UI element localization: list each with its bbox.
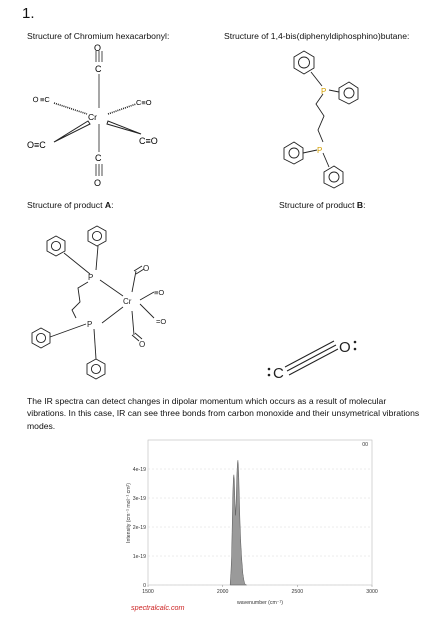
atom-p-lower: P — [317, 146, 323, 155]
bond-lower-right: C≡O — [139, 136, 158, 146]
product-a-o-top: O — [143, 264, 150, 273]
y-tick-label: 2e-19 — [132, 525, 146, 531]
spectralcalc-brand: spectralcalc.com — [131, 603, 185, 612]
x-tick-label: 1500 — [142, 589, 154, 595]
product-b-structure — [262, 330, 362, 382]
label-product-a-colon: : — [111, 200, 114, 210]
label-product-b-text: Structure of product — [279, 200, 357, 210]
label-product-b-letter: B — [356, 200, 364, 210]
spectrum-area — [230, 460, 246, 585]
ir-spectrum-chart — [118, 438, 386, 614]
label-product-a — [27, 200, 113, 210]
bond-upper-left: ≡C — [40, 95, 50, 104]
x-tick-label: 2500 — [291, 589, 304, 595]
plot-frame — [148, 440, 372, 585]
y-axis-label: Intensity (cm⁻¹ mol⁻¹ cm²) — [126, 483, 132, 543]
atom-o-bottom: O — [94, 178, 102, 188]
product-a-p-lower: P — [87, 320, 93, 329]
label-product-a-text: Structure of product — [27, 200, 105, 210]
ir-explanation-paragraph: The IR spectra can detect changes in dipolar momentum which occurs as a result of molecular vibrations. In this case, IR can see three bonds from carbon monoxide and their unsymetrical vibrations modes. — [27, 396, 420, 431]
chart-corner-label: 00 — [362, 442, 368, 448]
atom-o-upper-left: O — [31, 94, 40, 105]
product-b-o: O — [339, 339, 351, 356]
atom-c-bottom: C — [95, 153, 102, 163]
product-a-cr: Cr — [123, 297, 132, 306]
atom-c-top: C — [95, 64, 102, 74]
product-a-o-bottom: O — [139, 340, 146, 349]
product-a-structure — [22, 220, 202, 382]
chromium-hexacarbonyl-structure — [24, 42, 174, 192]
label-ligand: Structure of 1,4-bis(diphenyldiphosphino)butane: — [224, 31, 410, 41]
y-tick-label: 3e-19 — [132, 496, 146, 502]
x-tick-label: 2000 — [216, 589, 229, 595]
y-tick-label: 0 — [143, 583, 146, 589]
atom-o-top: O — [94, 43, 102, 53]
product-a-co-right: ≡O — [154, 288, 165, 297]
question-number: 1. — [22, 5, 35, 22]
x-axis-label: wavenumber (cm⁻¹) — [237, 600, 283, 606]
product-b-c: C — [273, 365, 284, 382]
y-tick-label: 4e-19 — [132, 467, 146, 473]
x-tick-label: 3000 — [366, 589, 378, 595]
y-tick-label: 1e-19 — [132, 554, 146, 560]
bond-lower-left: O≡C — [27, 140, 46, 150]
label-product-a-letter: A — [104, 200, 112, 210]
label-chromium-hexacarbonyl: Structure of Chromium hexacarbonyl: — [27, 31, 170, 41]
label-product-b — [279, 200, 365, 210]
product-a-p-upper: P — [88, 273, 94, 282]
atom-p-upper: P — [321, 87, 327, 96]
ligand-structure — [276, 46, 366, 192]
bond-upper-right: C≡O — [136, 98, 152, 107]
label-product-b-colon: : — [363, 200, 366, 210]
atom-cr: Cr — [88, 112, 97, 122]
product-a-co-lower: =O — [156, 317, 167, 326]
